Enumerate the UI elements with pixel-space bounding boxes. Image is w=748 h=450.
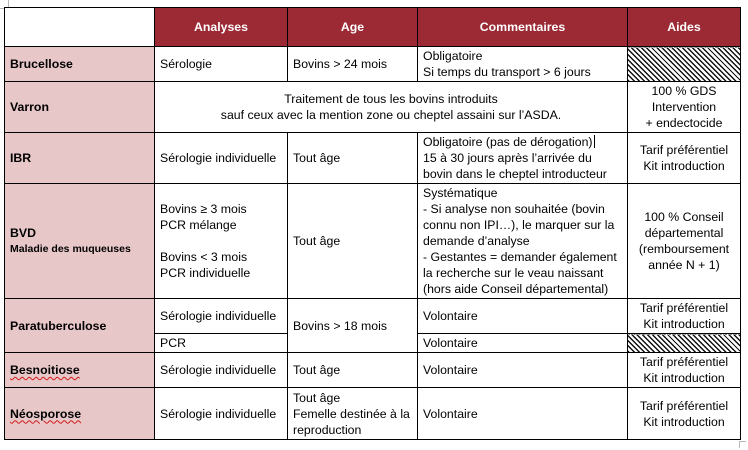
treatment-line: Traitement de tous les bovins introduits [284, 92, 498, 106]
comment-line: (hors aide Conseil départemental) [423, 282, 609, 296]
header-commentaires: Commentaires [418, 8, 628, 47]
comment-besnoitiose: Volontaire [418, 353, 628, 388]
age-ibr: Tout âge [288, 133, 418, 184]
text-cursor [594, 135, 595, 148]
aides-paratuberculose [628, 299, 741, 334]
comment-line: Systématique [423, 186, 498, 200]
aides-ibr [628, 133, 741, 184]
analyses-line: Bovins ≥ 3 mois [160, 202, 247, 216]
comment-line [423, 134, 622, 150]
aides-line: 100 % GDS [651, 84, 717, 98]
disease-bvd [5, 184, 155, 299]
header-aides: Aides [628, 8, 741, 47]
aides-varron [628, 82, 741, 133]
analyses-line: PCR individuelle [160, 266, 251, 280]
age-neosporose [288, 388, 418, 440]
age-besnoitiose: Tout âge [288, 353, 418, 388]
age-brucellose: Bovins > 24 mois [288, 47, 418, 82]
analyses-ibr: Sérologie individuelle [155, 133, 288, 184]
aides-paratuberculose-pcr-hatched [628, 334, 741, 353]
aides-line: Kit introduction [643, 317, 725, 331]
header-corner [5, 8, 155, 47]
aides-line: année N + 1) [648, 258, 720, 272]
comment-line: - Gestantes = demander également [423, 250, 617, 264]
analyses-bvd [155, 184, 288, 299]
disease-neosporose-name: Néosporose [10, 406, 82, 421]
diseases-table [4, 7, 741, 440]
analyses-line: PCR mélange [160, 218, 237, 232]
comment-line: demande d’analyse [423, 234, 530, 248]
comment-line: bovin dans le cheptel introducteur [423, 167, 607, 181]
aides-line: 100 % Conseil [644, 210, 724, 224]
header-analyses: Analyses [155, 8, 288, 47]
aides-line: départemental [644, 226, 724, 240]
disease-ibr: IBR [5, 133, 155, 184]
aides-line: Tarif préférentiel [639, 398, 729, 413]
age-line: reproduction [293, 422, 362, 437]
disease-bvd-name: BVD [10, 226, 36, 240]
aides-line: + endectocide [645, 116, 723, 130]
row-varron [5, 82, 741, 133]
row-bvd [5, 184, 741, 299]
aides-line: Intervention [651, 100, 717, 114]
row-neosporose [5, 388, 741, 440]
comment-line: 15 à 30 jours après l’arrivée du [423, 151, 592, 165]
age-line: Tout âge [293, 390, 341, 405]
analyses-line: Bovins < 3 mois [160, 250, 248, 264]
comment-line: la recherche sur le veau naissant [423, 266, 604, 280]
aides-line: Tarif préférentiel [639, 143, 729, 157]
comment-ibr [418, 133, 628, 184]
comment-paratuberculose-pcr: Volontaire [418, 334, 628, 353]
comment-line: Obligatoire [423, 49, 483, 63]
disease-paratuberculose: Paratuberculose [5, 299, 155, 353]
comment-text: Obligatoire (pas de dérogation) [423, 135, 593, 149]
comment-line: Si temps du transport > 6 jours [423, 65, 591, 79]
disease-neosporose [5, 388, 155, 440]
row-brucellose [5, 47, 741, 82]
header-age: Age [288, 8, 418, 47]
page-corner-mark [739, 441, 746, 448]
analyses-spacer [160, 233, 282, 249]
aides-line: Tarif préférentiel [639, 355, 729, 369]
treatment-varron [155, 82, 628, 133]
treatment-line: sauf ceux avec la mention zone ou cheptel assaini sur l’ASDA. [220, 108, 562, 122]
row-ibr [5, 133, 741, 184]
age-paratuberculose: Bovins > 18 mois [288, 299, 418, 353]
disease-bvd-subname: Maladie des muqueuses [10, 243, 131, 255]
disease-brucellose: Brucellose [5, 47, 155, 82]
row-paratuberculose [5, 299, 741, 334]
disease-besnoitiose [5, 353, 155, 388]
analyses-besnoitiose: Sérologie individuelle [155, 353, 288, 388]
aides-line: (remboursement [638, 242, 730, 256]
disease-varron: Varron [5, 82, 155, 133]
comment-neosporose: Volontaire [418, 388, 628, 440]
aides-brucellose-hatched [628, 47, 741, 82]
comment-brucellose [418, 47, 628, 82]
aides-line: Kit introduction [643, 414, 725, 429]
aides-bvd [628, 184, 741, 299]
comment-line: - Si analyse non souhaitée (bovin [423, 202, 605, 216]
header-row [5, 8, 741, 47]
analyses-neosporose: Sérologie individuelle [155, 388, 288, 440]
aides-neosporose [628, 388, 741, 440]
aides-line: Kit introduction [643, 371, 725, 385]
analyses-paratuberculose-pcr: PCR [155, 334, 288, 353]
analyses-paratuberculose-serologie: Sérologie individuelle [155, 299, 288, 334]
analyses-brucellose: Sérologie [155, 47, 288, 82]
aides-line: Tarif préférentiel [639, 301, 729, 315]
comment-paratuberculose-serologie: Volontaire [418, 299, 628, 334]
disease-besnoitiose-name: Besnoitiose [10, 363, 80, 377]
comment-bvd [418, 184, 628, 299]
age-bvd: Tout âge [288, 184, 418, 299]
aides-line: Kit introduction [643, 159, 725, 173]
row-besnoitiose [5, 353, 741, 388]
age-line: Femelle destinée à la [293, 406, 410, 421]
comment-line: connu non IPI…), le marquer sur la [423, 218, 615, 232]
aides-besnoitiose [628, 353, 741, 388]
